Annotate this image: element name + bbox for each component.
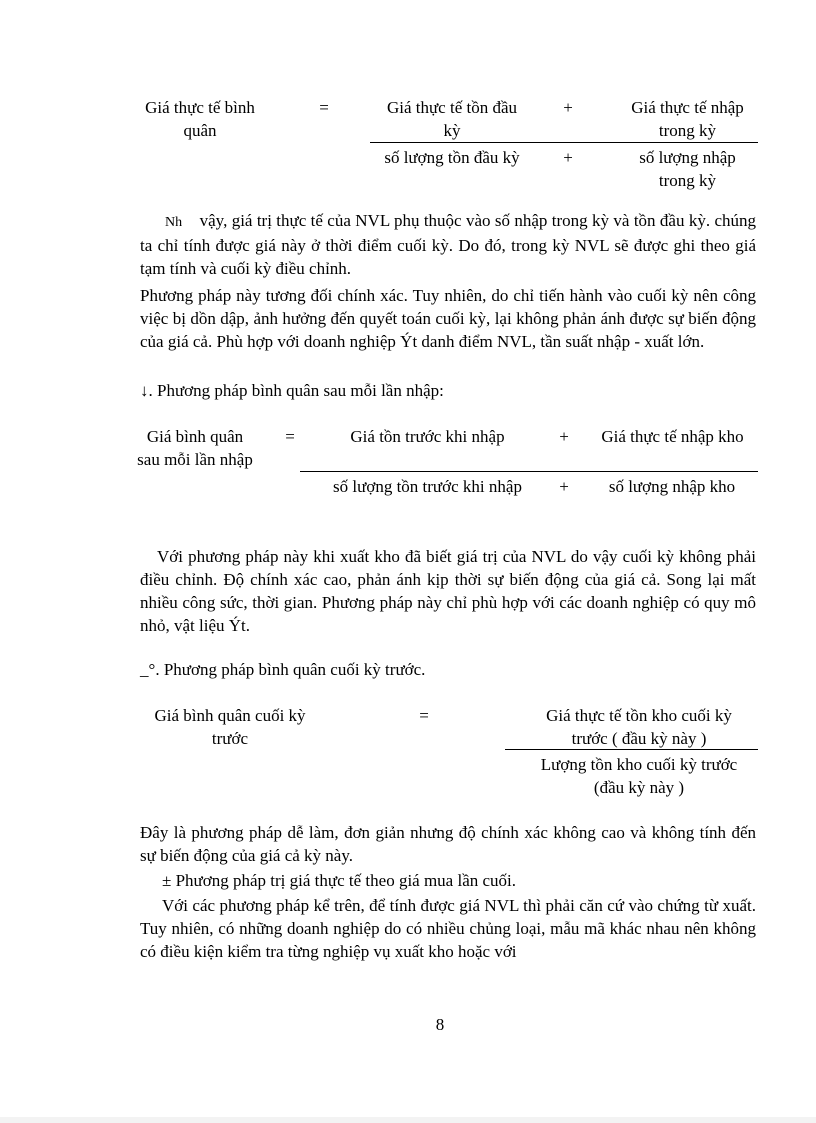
formula3-numerator: Giá thực tế tồn kho cuối kỳ trước ( đầu kỳ này ) [546,706,732,748]
formula1-denominator-a: số lượng tồn đầu kỳ [384,148,520,167]
paragraph-2: Phương pháp này tương đối chính xác. Tuy nhiên, do chỉ tiến hành vào cuối kỳ nên công việc bị dồn dập, ảnh hưởng đến quyết toán cuối kỳ, lại không phản ánh được sự biến động của giá cả. Phù hợp với doanh nghiệp Ýt danh điểm NVL, tần suất nhập - xuất lớn. [140,286,756,351]
heading-2-text: . Phương pháp bình quân cuối kỳ trước. [155,660,426,679]
plus-minus-icon: ± [162,871,172,890]
paragraph-5: Với các phương pháp kể trên, để tính được giá NVL thì phải căn cứ vào chứng từ xuất. Tuy nhiên, có những doanh nghiệp do có nhiều chủng loại, mẫu mã khác nhau nên không có điều kiện kiểm tra từng nghiệp vụ xuất kho hoặc với [140,896,756,961]
formula2-numerator-a: Giá tồn trước khi nhập [350,427,505,446]
heading-last-purchase-price [162,869,756,892]
page-bottom-edge [0,1117,816,1123]
paragraph-3: Với phương pháp này khi xuất kho đã biết giá trị của NVL do vậy cuối kỳ không phải điều chỉnh. Độ chính xác cao, phản ánh kịp thời sự biến động của giá cả. Song lại mất nhiều công sức, thời gian. Phương pháp này chỉ phù hợp với các doanh nghiệp có quy mô nhỏ, vật liệu Ýt. [140,547,756,635]
formula3-fraction-bar [505,749,758,750]
formula2-denominator-b: số lượng nhập kho [608,477,736,496]
formula2-fraction-bar [300,471,758,472]
paragraph-1-lead: Nh [165,215,183,230]
heading-average-previous-period [140,658,756,681]
heading-1-text: . Phương pháp bình quân sau mỗi lần nhập: [148,381,444,400]
paragraph-1 [140,209,756,280]
paragraph-1-text: vậy, giá trị thực tế của NVL phụ thuộc vào số nhập trong kỳ và tồn đầu kỳ. chúng ta chỉ tính được giá này ở thời điểm cuối kỳ. Do đó, trong kỳ NVL sẽ được ghi theo giá tạm tính và cuối kỳ điều chỉnh. [140,211,757,278]
formula1-denominator-plus: + [563,148,573,167]
formula2-numerator-plus: + [559,427,569,446]
degree-bullet-icon: _° [140,660,156,679]
formula1-lhs: Giá thực tế bình quân [145,98,255,140]
formula3-equals: = [419,706,429,725]
heading-average-after-each-receipt [140,379,756,402]
formula1-numerator-a: Giá thực tế tồn đầu kỳ [386,98,518,140]
formula1-numerator-b: Giá thực tế nhập trong kỳ [631,98,744,140]
formula1-numerator-plus: + [563,98,573,117]
formula3-denominator: Lượng tồn kho cuối kỳ trước (đầu kỳ này ) [540,755,738,797]
paragraph-4: Đây là phương pháp dễ làm, đơn giản nhưng độ chính xác không cao và không tính đến sự biến động của giá cả kỳ này. [140,823,756,865]
heading-3-text: Phương pháp trị giá thực tế theo giá mua lần cuối. [175,871,517,890]
arrow-down-icon: ↓ [140,381,149,400]
formula1-denominator-b: số lượng nhập trong kỳ [639,148,736,190]
formula2-denominator-a: số lượng tồn trước khi nhập [333,477,522,496]
formula2-denominator-plus: + [559,477,569,496]
formula1-fraction-bar [370,142,758,143]
formula2-lhs: Giá bình quân sau mỗi lần nhập [137,427,253,469]
formula2-numerator-b: Giá thực tế nhập kho [601,427,744,446]
page-number: 8 [435,1015,445,1034]
formula1-equals: = [319,98,329,117]
formula2-equals: = [285,427,295,446]
formula3-lhs: Giá bình quân cuối kỳ trước [154,706,306,748]
